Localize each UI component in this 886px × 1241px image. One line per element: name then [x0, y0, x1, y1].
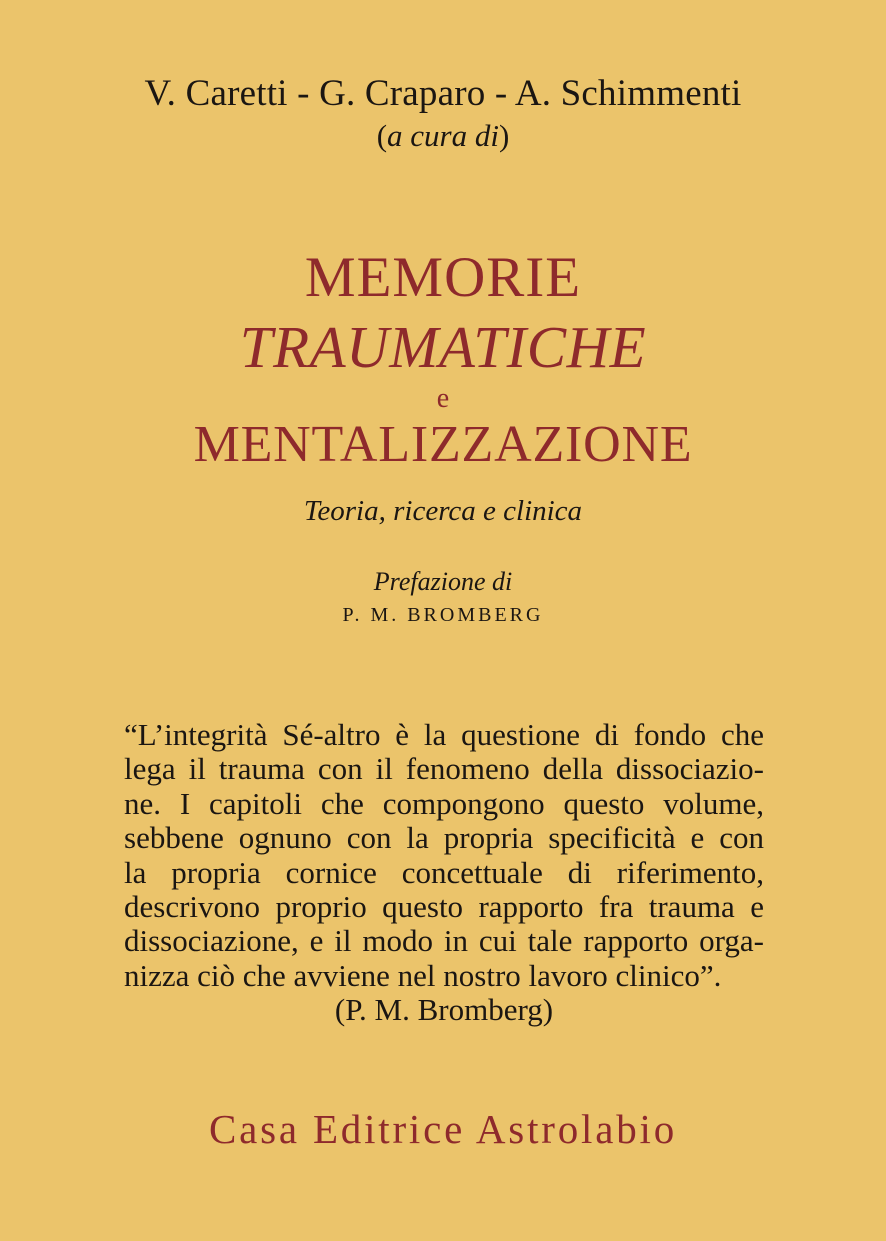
- quote-line: “L’integrità Sé-altro è la questione di fondo che: [124, 717, 764, 752]
- preface-label: Prefazione di: [373, 567, 513, 596]
- quote-line: dissociazione, e il modo in cui tale rapporto orga-: [124, 923, 764, 959]
- title-line-mentalizzazione: MENTALIZZAZIONE: [193, 416, 693, 473]
- title-line-traumatiche: TRAUMATICHE: [239, 314, 647, 380]
- title-line-memorie: MEMORIE: [304, 246, 582, 309]
- quote-line: lega il trauma con il fenomeno della dissociazio-: [124, 751, 764, 787]
- editor-note: [0, 116, 886, 156]
- quote-line: ne. I capitoli che compongono questo volume,: [124, 785, 764, 821]
- editor-note-open-paren: (: [376, 118, 388, 153]
- blurb-quote: [124, 718, 764, 1028]
- quote-line: sebbene ognuno con la propria specificità e con: [124, 820, 764, 856]
- preface-author: P. M. BROMBERG: [342, 604, 544, 626]
- authors-line: V. Caretti - G. Craparo - A. Schimmenti: [144, 73, 742, 114]
- publisher-name: Casa Editrice Astrolabio: [209, 1106, 677, 1152]
- title-conjunction: e: [436, 383, 450, 414]
- quote-attribution: (P. M. Bromberg): [334, 992, 554, 1028]
- editor-note-text: a cura di: [387, 118, 499, 153]
- quote-line: descrivono proprio questo rapporto fra trauma e: [124, 888, 764, 924]
- quote-line: nizza ciò che avviene nel nostro lavoro clinico”.: [124, 957, 722, 993]
- subtitle: Teoria, ricerca e clinica: [303, 495, 583, 527]
- quote-line: la propria cornice concettuale di riferimento,: [124, 854, 764, 890]
- editor-note-close-paren: ): [498, 118, 510, 153]
